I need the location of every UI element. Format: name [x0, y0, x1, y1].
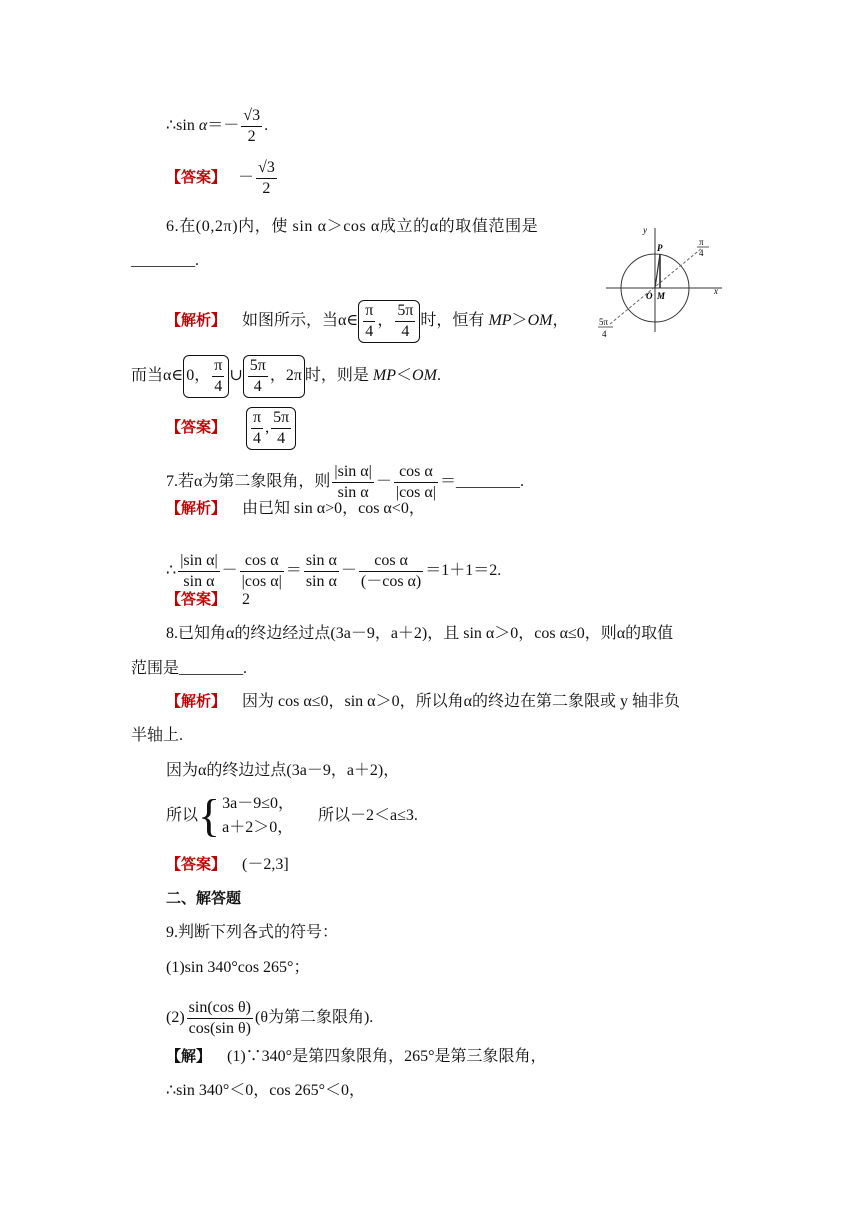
sol9b-text: ∴sin 340°＜0，cos 265°＜0， [166, 1082, 365, 1099]
frac-numerator: 5π [395, 301, 415, 322]
mp: MP [372, 367, 397, 385]
answer-tag: 【答案】 [166, 418, 227, 437]
frac-pi-4 [363, 301, 375, 342]
sol6b-text1: 而当α∈ [131, 367, 184, 385]
frac-sincos-over-cossin [187, 998, 253, 1039]
solution-6b [131, 355, 441, 398]
frac-denominator: 4 [401, 323, 410, 340]
sqrt3-over-2 [241, 106, 262, 147]
minus: － [340, 562, 357, 580]
alpha-var: α [198, 117, 208, 135]
sol8-text: 因为 cos α≤0，sin α＞0，所以角α的终边在第二象限或 y 轴非负 [242, 693, 680, 710]
p-label: P [657, 243, 663, 253]
frac-numerator: 5π [271, 408, 291, 429]
answer-value: (－2,3] [242, 856, 289, 873]
frac-denominator: |cos α| [395, 484, 436, 501]
answer-6 [166, 407, 296, 450]
question-8 [166, 623, 673, 645]
frac-numerator: sin α [304, 551, 339, 572]
question-9-text: 9.判断下列各式的符号： [166, 924, 339, 941]
question-9b [166, 998, 373, 1039]
solution-8c [166, 760, 399, 782]
answer-interval [246, 407, 296, 450]
om: OM [412, 367, 437, 385]
so-prefix: 所以 [166, 807, 199, 824]
frac-denominator: 4 [253, 430, 262, 447]
frac-numerator: √3 [241, 106, 262, 127]
mp: MP [488, 312, 512, 330]
interval-2 [183, 355, 229, 398]
question-6 [166, 216, 538, 238]
minus: － [375, 473, 392, 491]
solution-8d [166, 792, 418, 840]
frac-5pi-4 [248, 356, 268, 397]
frac-numerator: 5π [248, 356, 268, 377]
two-pi: ，2π [269, 367, 302, 385]
x-label: x [714, 286, 718, 296]
frac-denominator: (－cos α) [360, 573, 422, 590]
answer-blank: ________. [131, 252, 199, 269]
o-label: O [646, 291, 653, 301]
bottom-angle-den: 4 [602, 329, 607, 339]
q9b-pre: (2) [166, 1009, 185, 1027]
diagonal-dashed [610, 248, 702, 324]
greater: ＞ [511, 312, 528, 330]
question-9 [166, 922, 338, 944]
frac-denominator: 4 [253, 378, 262, 395]
answer-blank: ________. [456, 473, 525, 491]
neg-sign: － [238, 169, 255, 187]
frac-pi-4 [212, 356, 224, 397]
frac-2 [240, 551, 284, 592]
frac-numerator: cos α [359, 551, 423, 572]
frac-denominator: 4 [365, 323, 374, 340]
answer-tag: 【答案】 [166, 168, 227, 187]
zero: 0， [186, 367, 211, 385]
sol7-text: 由已知 sin α>0，cos α<0， [242, 500, 425, 517]
answer-8 [166, 853, 289, 876]
q9b-post: (θ为第二象限角). [254, 1009, 374, 1027]
solution-8 [166, 690, 680, 713]
solution-9b [166, 1080, 365, 1102]
inequality-2: a＋2＞0， [222, 819, 294, 836]
bottom-angle-num: 5π [599, 317, 609, 327]
section-title: 二、解答题 [166, 889, 242, 907]
frac-denominator: |cos α| [241, 573, 282, 590]
solution-7b [166, 551, 501, 592]
frac-numerator: π [212, 356, 224, 377]
frac-5pi-4 [395, 301, 415, 342]
answer-tag: 【答案】 [166, 855, 227, 873]
result: ＝1＋1＝2. [425, 562, 502, 580]
om: OM [527, 312, 553, 330]
sol6-text2: 时，恒有 [420, 312, 489, 330]
union: ∪ [229, 367, 243, 385]
answer-5 [166, 158, 279, 199]
frac-denominator: sin α [337, 484, 369, 501]
sol6b-text2: 时，则是 [304, 367, 373, 385]
question-6-blank [131, 250, 199, 272]
solution-line-sin-alpha [166, 106, 268, 147]
solution-8b [131, 725, 183, 747]
frac-denominator: 2 [247, 128, 256, 145]
comma: , [265, 419, 270, 437]
frac-denominator: sin α [305, 573, 337, 590]
comma: ， [552, 312, 569, 330]
so-result: 所以－2＜a≤3. [318, 807, 418, 824]
period: . [436, 367, 441, 385]
frac-numerator: π [251, 408, 263, 429]
answer-tag: 【答案】 [166, 590, 227, 608]
frac-denominator: cos(sin θ) [188, 1020, 251, 1037]
solution-9 [166, 1045, 546, 1068]
interval-1: $\frac{\pi}{4}$ ， $\frac{5\pi}{4}$ [358, 300, 420, 343]
analysis-tag: 【解析】 [166, 499, 227, 517]
q7-pre: 7.若α为第二象限角，则 [166, 473, 331, 491]
frac-1 [178, 551, 219, 592]
frac-5pi-4 [271, 408, 291, 449]
analysis-tag: 【解析】 [166, 692, 227, 710]
frac-denominator: 4 [277, 430, 286, 447]
sol6-text1: 如图所示，当α∈ [242, 312, 359, 330]
question-9a [166, 957, 309, 979]
equals-neg: ＝－ [207, 117, 240, 135]
frac-numerator: √3 [256, 158, 277, 179]
frac-numerator: cos α [394, 462, 438, 483]
answer-7 [166, 588, 250, 611]
solution-7 [166, 497, 425, 520]
frac-numerator: π [363, 301, 375, 322]
sol9-text: (1)∵340°是第四象限角，265°是第三象限角， [227, 1048, 547, 1065]
left-brace: { [198, 790, 221, 841]
top-angle-num: π [699, 237, 704, 247]
equals: ＝ [285, 562, 302, 580]
y-label: y [643, 225, 647, 235]
question-8b [131, 658, 247, 680]
equals: ＝ [440, 473, 457, 491]
question-8-text: 8.已知角α的终边经过点(3a－9，a＋2)，且 sin α＞0，cos α≤0，则α的取值 [166, 625, 674, 642]
unit-circle-figure [598, 220, 728, 340]
question-9a-text: (1)sin 340°cos 265°； [166, 959, 310, 976]
therefore: ∴ [166, 562, 177, 580]
frac-numerator: cos α [240, 551, 284, 572]
solution-tag: 【解】 [166, 1047, 212, 1065]
frac-numerator: |sin α| [178, 551, 219, 572]
answer-value: 2 [242, 591, 251, 608]
inequality-1: 3a－9≤0， [222, 795, 294, 812]
analysis-tag: 【解析】 [166, 311, 227, 330]
frac-3 [304, 551, 339, 592]
m-label: M [657, 291, 666, 301]
frac-pi-4 [251, 408, 263, 449]
question-6-text: 6.在(0,2π)内，使 sin α＞cos α成立的α的取值范围是 [166, 218, 539, 235]
therefore-sin: ∴sin [166, 117, 199, 135]
question-8-text-2: 范围是 [131, 660, 180, 677]
interval-3 [243, 355, 305, 398]
frac-4 [359, 551, 423, 592]
frac-denominator: 4 [214, 378, 223, 395]
minus: － [221, 562, 238, 580]
less: ＜ [396, 367, 413, 385]
frac-denominator: sin α [183, 573, 215, 590]
period: . [264, 117, 269, 135]
section-heading [166, 887, 241, 909]
frac-denominator: 2 [262, 180, 271, 197]
inequality-system [222, 792, 294, 840]
frac-numerator: |sin α| [332, 462, 373, 483]
answer-fraction [256, 158, 277, 199]
sol8c-text: 因为α的终边过点(3a－9，a＋2)， [166, 762, 400, 779]
solution-6 [166, 300, 568, 343]
frac-numerator: sin(cos θ) [187, 998, 253, 1019]
answer-blank: ________. [179, 660, 248, 677]
top-angle-den: 4 [699, 248, 704, 258]
sol8b-text: 半轴上. [131, 727, 184, 744]
